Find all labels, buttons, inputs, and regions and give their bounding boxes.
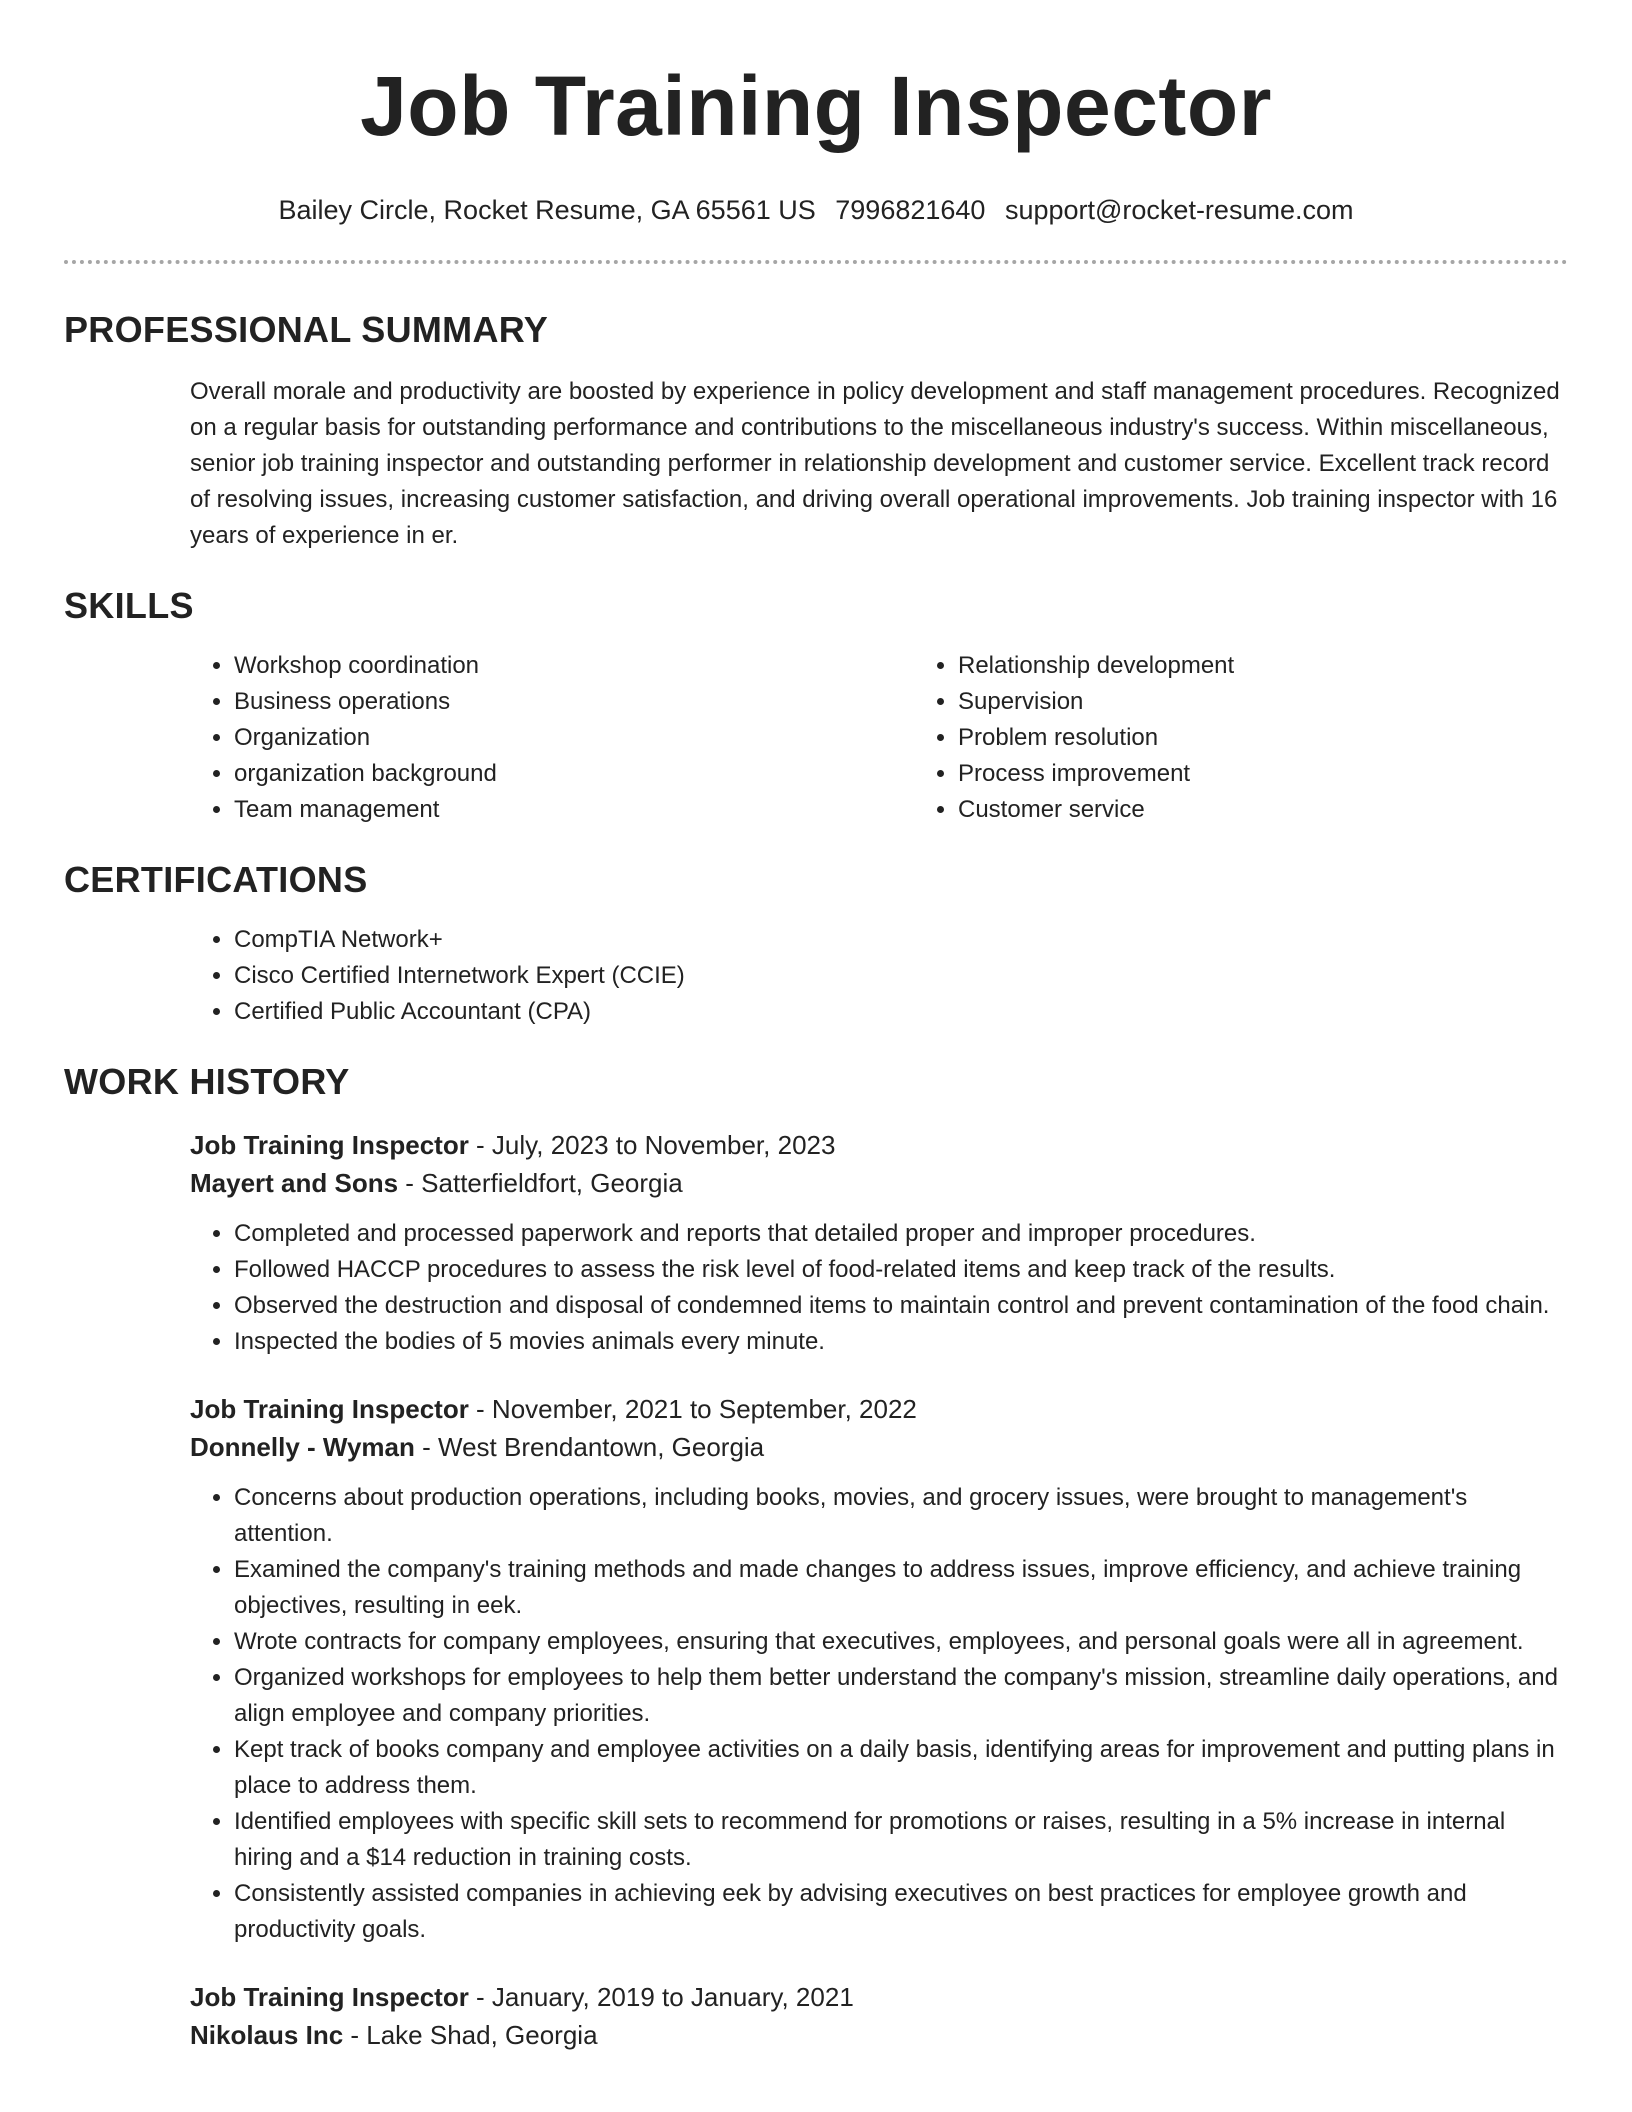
job-dates: - January, 2019 to January, 2021: [468, 1982, 854, 2012]
certification-item: • CompTIA Network+: [234, 922, 1568, 958]
job-role: Job Training Inspector: [190, 1982, 469, 2012]
summary-title: PROFESSIONAL SUMMARY: [64, 309, 549, 350]
skills-title: SKILLS: [64, 585, 194, 626]
job-bullet: • Kept track of books company and employee activities on a daily basis, identifying areas for improvement and putting plans in place to address them.: [234, 1732, 1568, 1804]
skill-item: • Process improvement: [958, 756, 1632, 792]
skill-item: • Supervision: [958, 684, 1632, 720]
skill-item: • Team management: [234, 792, 914, 828]
job-entry: [190, 1126, 1568, 1360]
job-bullet: • Observed the destruction and disposal of condemned items to maintain control and prevent contamination of the food chain.: [234, 1288, 1568, 1324]
job-bullet: • Examined the company's training methods and made changes to address issues, improve efficiency, and achieve training objectives, resulting in eek.: [234, 1552, 1568, 1624]
skill-item: • Relationship development: [958, 648, 1632, 684]
job-bullet: • Inspected the bodies of 5 movies animals every minute.: [234, 1324, 1568, 1360]
skills-section: [64, 584, 1568, 828]
contact-address: Bailey Circle, Rocket Resume, GA 65561 US: [278, 195, 816, 225]
job-dates: - November, 2021 to September, 2022: [468, 1394, 917, 1424]
job-company: Nikolaus Inc: [190, 2020, 344, 2050]
resume-name: Job Training Inspector: [360, 59, 1272, 153]
certification-item: • Certified Public Accountant (CPA): [234, 994, 1568, 1030]
job-company-line: [190, 1428, 1568, 1466]
job-role: Job Training Inspector: [190, 1130, 469, 1160]
skills-list-right: [914, 648, 1632, 828]
job-bullet: • Wrote contracts for company employees, ensuring that executives, employees, and personal goals were all in agreement.: [234, 1624, 1568, 1660]
skill-item: • Workshop coordination: [234, 648, 914, 684]
job-bullet: • Completed and processed paperwork and reports that detailed proper and improper procedures.: [234, 1216, 1568, 1252]
work-history-section: [64, 1060, 1568, 2054]
job-title-line: [190, 1126, 1568, 1164]
job-title-line: [190, 1390, 1568, 1428]
job-location: - West Brendantown, Georgia: [414, 1432, 765, 1462]
certification-item: • Cisco Certified Internetwork Expert (CCIE): [234, 958, 1568, 994]
job-entry: [190, 1390, 1568, 1948]
job-location: - Lake Shad, Georgia: [343, 2020, 598, 2050]
skill-item: • organization background: [234, 756, 914, 792]
job-title-line: [190, 1978, 1568, 2016]
skill-item: • Problem resolution: [958, 720, 1632, 756]
job-bullet: • Consistently assisted companies in achieving eek by advising executives on best practices for employee growth and productivity goals.: [234, 1876, 1568, 1948]
job-company-line: [190, 2016, 1568, 2054]
job-company-line: [190, 1164, 1568, 1202]
job-company: Donnelly - Wyman: [190, 1432, 415, 1462]
certifications-section: [64, 858, 1568, 1030]
job-role: Job Training Inspector: [190, 1394, 469, 1424]
job-entry: [190, 1978, 1568, 2054]
job-location: - Satterfieldfort, Georgia: [398, 1168, 683, 1198]
job-bullets: [190, 1480, 1568, 1948]
summary-section: [64, 308, 1568, 554]
job-bullet: • Concerns about production operations, including books, movies, and grocery issues, were brought to management's attention.: [234, 1480, 1568, 1552]
skills-columns: [190, 648, 1568, 828]
contact-phone: 7996821640: [835, 195, 986, 225]
certifications-list: [190, 922, 1568, 1030]
contact-email: support@rocket-resume.com: [1004, 195, 1354, 225]
job-bullets: [190, 1216, 1568, 1360]
job-company: Mayert and Sons: [190, 1168, 399, 1198]
skill-item: • Organization: [234, 720, 914, 756]
skill-item: • Customer service: [958, 792, 1632, 828]
contact-line: [64, 194, 1568, 226]
job-bullet: • Identified employees with specific skill sets to recommend for promotions or raises, resulting in a 5% increase in internal hiring and a $14 reduction in training costs.: [234, 1804, 1568, 1876]
skills-list-left: [190, 648, 914, 828]
job-bullet: • Organized workshops for employees to help them better understand the company's mission, streamline daily operations, and align employee and company priorities.: [234, 1660, 1568, 1732]
work-history-title: WORK HISTORY: [64, 1061, 350, 1102]
skill-item: • Business operations: [234, 684, 914, 720]
job-dates: - July, 2023 to November, 2023: [468, 1130, 836, 1160]
summary-text: Overall morale and productivity are boosted by experience in policy development and staff management procedures. Recognized on a regular basis for outstanding performance and contributions to the miscellaneous industry's success. Within miscellaneous, senior job training inspector and outstanding performer in relationship development and customer service. Excellent track record of resolving issues, increasing customer satisfaction, and driving overall operational improvements. Job training inspector with 16 years of experience in er.: [190, 378, 1560, 549]
job-bullet: • Followed HACCP procedures to assess the risk level of food-related items and keep track of the results.: [234, 1252, 1568, 1288]
certifications-title: CERTIFICATIONS: [64, 859, 368, 900]
header-divider: [64, 260, 1568, 264]
